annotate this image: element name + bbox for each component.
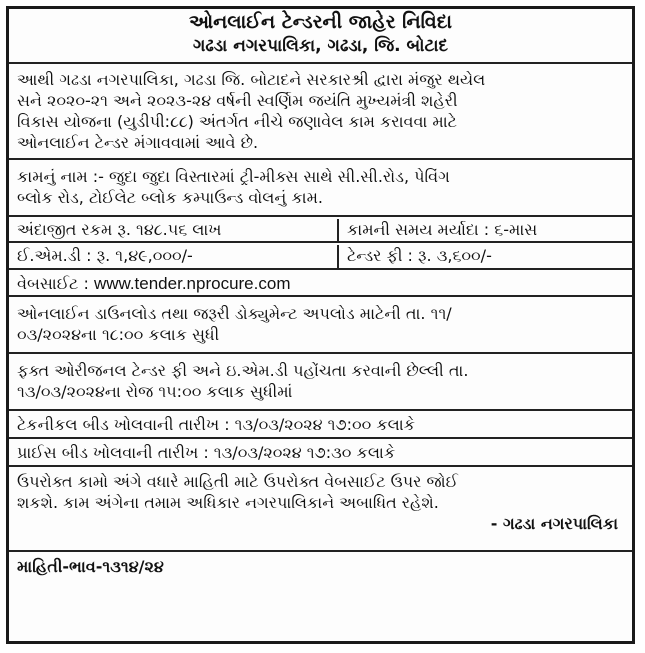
work-line: કામનું નામ :- જુદા જુદા વિસ્તારમાં ટ્રી-મીક્સ સાથે સી.સી.રોડ, પેવિંગ (17, 167, 450, 186)
footer-reference: માહિતી-ભાવ-૧૩૧૪/૨૪ (17, 557, 164, 576)
work-name (9, 160, 632, 217)
intro-line: વિકાસ યોજના (યુડીપી:૮૮) અંતર્ગત નીચે જણાવેલ કામ કરાવવા માટે (17, 112, 457, 131)
download-deadline (9, 297, 632, 354)
physical-submission-deadline (9, 354, 632, 411)
price-bid-text: પ્રાઈસ બીડ ખોલવાની તારીખ : ૧૩/૦૩/૨૦૨૪ ૧૭:૩૦ કલાકે (17, 443, 396, 462)
technical-bid-text: ટેકનીકલ બીડ ખોલવાની તારીખ : ૧૩/૦૩/૨૦૨૪ ૧૭:૦૦ કલાકે (17, 415, 415, 434)
notice-header (9, 9, 632, 64)
website-row (9, 270, 632, 297)
time-limit: કામની સમય મર્યાદા : ૬-માસ (347, 220, 538, 239)
note-line: શકશે. કામ અંગેના તમામ અધિકાર નગરપાલિકાને અબાધિત રહેશે. (17, 493, 439, 512)
intro-line: આથી ગઢડા નગરપાલિકા, ગઢડા જિ. બોટાદને સરકારશ્રી દ્વારા મંજુર થયેલ (17, 70, 486, 89)
emd-row (9, 243, 632, 270)
website-label: વેબસાઈટ : (17, 274, 94, 293)
work-line: બ્લોક રોડ, ટોઈલેટ બ્લોક કમ્પાઉન્ડ વોલનું કામ. (17, 188, 323, 207)
estimate-row (9, 217, 632, 243)
price-bid-date (9, 439, 632, 467)
download-line: ઓનલાઈન ડાઉનલોડ તથા જરૂરી ડોક્યુમેન્ટ અપલોડ માટેની તા. ૧૧/ (17, 304, 452, 323)
notice-subtitle: ગઢડા નગરપાલિકા, ગઢડા, જિ. બોટાદ (192, 36, 449, 56)
tender-notice (6, 6, 635, 644)
emd-amount: ઈ.એમ.ડી : રૂ. ૧,૪૯,૦૦૦/- (9, 245, 339, 268)
signature: - ગઢડા નગરપાલિકા (490, 514, 618, 533)
tender-fee: ટેન્ડર ફી : રૂ. ૩,૬૦૦/- (347, 246, 492, 265)
note-paragraph (9, 467, 632, 552)
physical-line: ૧૩/૦૩/૨૦૨૪ના રોજ ૧૫:૦૦ કલાક સુધીમાં (17, 382, 293, 401)
intro-paragraph (9, 64, 632, 160)
website-link[interactable]: www.tender.nprocure.com (93, 274, 291, 293)
download-line: ૦૩/૨૦૨૪ના ૧૮:૦૦ કલાક સુધી (17, 325, 220, 344)
notice-title: ઓનલાઈન ટેન્ડરની જાહેર નિવિદા (188, 11, 453, 33)
note-line: ઉપરોક્ત કામો અંગે વધારે માહિતી માટે ઉપરોક્ત વેબસાઈટ ઉપર જોઈ (17, 472, 459, 491)
intro-line: સને ૨૦૨૦-૨૧ અને ૨૦૨૩-૨૪ વર્ષની સ્વર્ણિમ જયંતિ મુખ્યમંત્રી શહેરી (17, 91, 458, 110)
intro-line: ઓનલાઈન ટેન્ડર મંગાવવામાં આવે છે. (17, 133, 259, 152)
technical-bid-date (9, 411, 632, 439)
physical-line: ફક્ત ઓરીજનલ ટેન્ડર ફી અને ઇ.એમ.ડી પહોંચતા કરવાની છેલ્લી તા. (17, 361, 469, 380)
estimated-amount: અંદાજીત રકમ રૂ. ૧૪૮.૫૬ લાખ (9, 219, 339, 241)
